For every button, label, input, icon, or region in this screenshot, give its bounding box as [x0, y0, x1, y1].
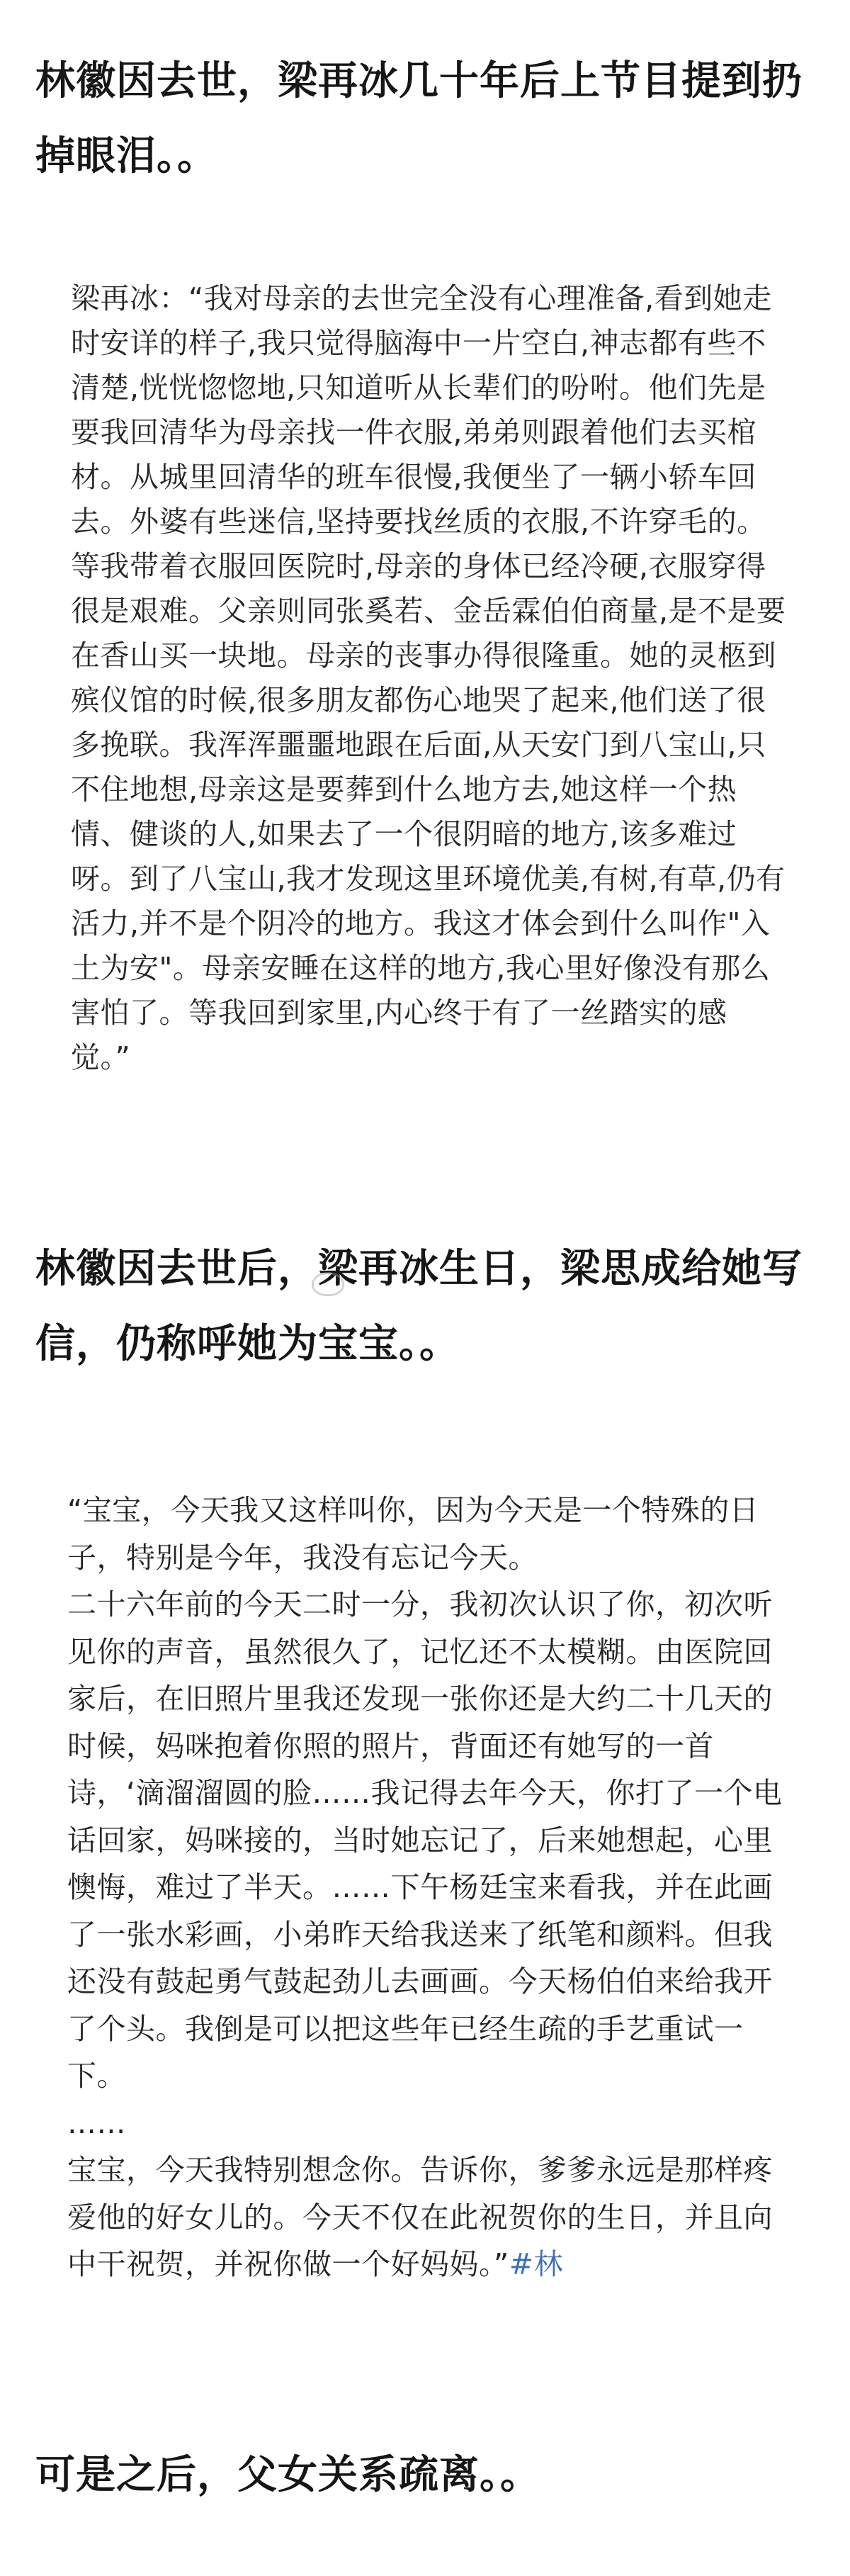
letter-closing-paragraph [67, 2147, 786, 2288]
letter-paragraph: “宝宝，今天我又这样叫你，因为今天是一个特殊的日子，特别是今年，我没有忘记今天。 [67, 1493, 759, 1575]
cropped-text-strip [67, 1453, 786, 1470]
heading-estrangement: 可是之后，父女关系疏离。。 [35, 2452, 540, 2498]
hashtag-link[interactable]: #林 [509, 2247, 564, 2281]
letter-paragraph: 二十六年前的今天二时一分，我初次认识了你，初次听见你的声音，虽然很久了，记忆还不太模糊。由医院回家后，在旧照片里我还发现一张你还是大约二十几天的时候，妈咪抱着你照的照片，背面还有她写的一首诗，‘滴溜溜圆的脸……我记得去年今天，你打了一个电话回家，妈咪接的，当时她忘记了，后来她想起，心里懊悔，难过了半天。……下午杨廷宝来看我，并在此画了一张水彩画，小弟昨天给我送来了纸笔和颜料。但我还没有鼓起勇气鼓起劲儿去画画。今天杨伯伯来给我开了个头。我倒是可以把这些年已经生疏的手艺重试一下。 [67, 1587, 783, 2093]
quote-liang-zaibing: 梁再冰：“我对母亲的去世完全没有心理准备,看到她走时安详的样子,我只觉得脑海中一片空白,神志都有些不清楚,恍恍惚惚地,只知道听从长辈们的吩咐。他们先是要我回清华为母亲找一件衣服,弟弟则跟着他们去买棺材。从城里回清华的班车很慢,我便坐了一辆小轿车回去。外婆有些迷信,坚持要找丝质的衣服,不许穿毛的。等我带着衣服回医院时,母亲的身体已经冷硬,衣服穿得很是艰难。父亲则同张奚若、金岳霖伯伯商量,是不是要在香山买一块地。母亲的丧事办得很隆重。她的灵柩到殡仪馆的时候,很多朋友都伤心地哭了起来,他们送了很多挽联。我浑浑噩噩地跟在后面,从天安门到八宝山,只不住地想,母亲这是要葬到什么地方去,她这样一个热情、健谈的人,如果去了一个很阴暗的地方,该多难过呀。到了八宝山,我才发现这里环境优美,有树,有草,仍有活力,并不是个阴冷的地方。我这才体会到什么叫作"入土为安"。母亲安睡在这样的地方,我心里好像没有那么害怕了。等我回到家里,内心终于有了一丝踏实的感觉。” [71, 281, 786, 1074]
heading-lin-huiyin-death: 林徽因去世，梁再冰几十年后上节目提到扔掉眼泪。。 [35, 58, 803, 179]
letter-ellipsis: …… [67, 2105, 126, 2140]
letter-closing-text: 宝宝，今天我特别想念你。告诉你，爹爹永远是那样疼爱他的好女儿的。今天不仅在此祝贺你的生日，并且向中干祝贺，并祝你做一个好妈妈。” [67, 2153, 773, 2281]
quote-liang-sicheng-letter [67, 1487, 786, 2288]
heading-birthday-letter: 林徽因去世后，梁再冰生日，梁思成给她写信，仍称呼她为宝宝。。 [35, 1246, 803, 1367]
